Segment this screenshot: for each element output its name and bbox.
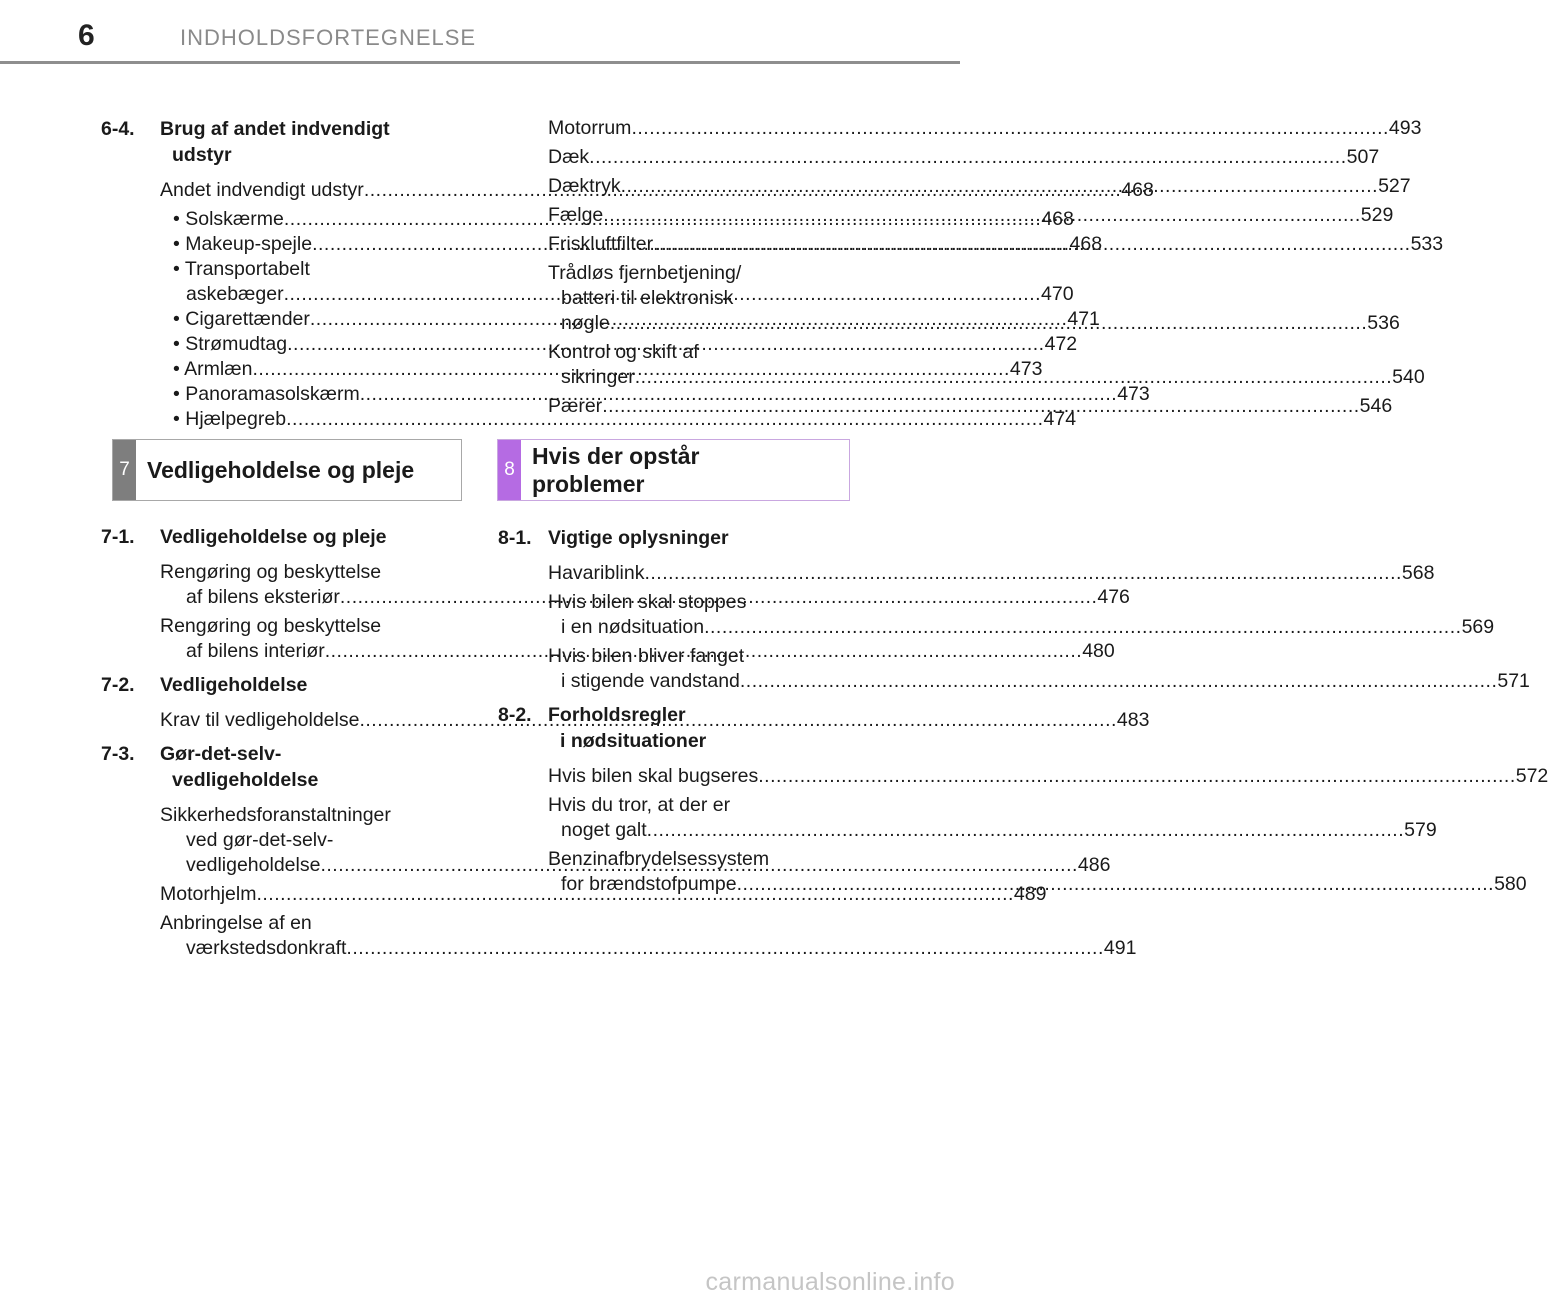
toc-entry-motorhjelm[interactable]: Motorhjelm ..... 489 (160, 882, 451, 907)
toc-entry-motorrum[interactable]: Motorrum ..... 493 (548, 116, 836, 141)
chapter-7-title: Vedligeholdelse og pleje (147, 457, 415, 483)
toc-entry-havariblink[interactable]: Havariblink ..... 568 (548, 561, 836, 586)
toc-bullet-makeup-spejle[interactable]: • Makeup-spejle ..... 468 (173, 232, 451, 257)
page-header (0, 0, 960, 64)
toc-entry-andet-indvendigt-udstyr[interactable]: Andet indvendigt udstyr ..... 468 (160, 178, 451, 203)
toc-entry-bilen-skal-stoppes[interactable]: Hvis bilen skal stoppes i en nødsituation..... 569 (548, 590, 836, 640)
chapter-7-tab: 7 (113, 440, 136, 500)
section-title: Brug af andet indvendigt udstyr (160, 118, 390, 166)
section-7-2 (101, 672, 451, 698)
section-6-4 (101, 116, 451, 168)
watermark: carmanualsonline.info (705, 1268, 955, 1296)
toc-bullet-transportabelt-askebaeger[interactable]: • Transportabelt askebæger..... 470 (173, 257, 451, 307)
toc-entry-rengoering-interioer[interactable]: Rengøring og beskyttelse af bilens interiør..... 480 (160, 614, 451, 664)
toc-bullet-panoramasolskaerm[interactable]: • Panoramasolskærm ..... 473 (173, 382, 451, 407)
toc-entry-kontrol-sikringer[interactable]: Kontrol og skift af sikringer..... 540 (548, 340, 836, 390)
toc-entry-krav-til-vedligeholdelse[interactable]: Krav til vedligeholdelse ..... 483 (160, 708, 451, 733)
toc-entry-rengoering-eksterioer[interactable]: Rengøring og beskyttelse af bilens eksteriør..... 476 (160, 560, 451, 610)
toc-entry-sikkerhedsforanstaltninger[interactable]: Sikkerhedsforanstaltninger ved gør-det-selv- vedligeholdelse..... 486 (160, 803, 451, 878)
section-8-1 (498, 525, 836, 551)
toc-entry-friskluftfilter[interactable]: Friskluftfilter ..... 533 (548, 232, 836, 257)
section-number: 8-1. (498, 527, 532, 549)
page-number: 6 (78, 19, 95, 52)
section-number: 6-4. (101, 118, 135, 140)
toc-entry-faelge[interactable]: Fælge ..... 529 (548, 203, 836, 228)
toc-entry-anbringelse-vaerkstedsdonkraft[interactable]: Anbringelse af en værkstedsdonkraft..... 491 (160, 911, 451, 961)
header-divider (0, 61, 960, 64)
chapter-8-tab: 8 (498, 440, 521, 500)
section-8-2 (498, 702, 836, 754)
section-title: Vigtige oplysninger (548, 527, 729, 549)
section-7-1 (101, 524, 451, 550)
section-title: Vedligeholdelse (160, 674, 308, 696)
section-number: 8-2. (498, 704, 532, 726)
toc-entry-daek[interactable]: Dæk ..... 507 (548, 145, 836, 170)
header-title: INDHOLDSFORTEGNELSE (180, 25, 477, 50)
toc-entry-paerer[interactable]: Pærer ..... 546 (548, 394, 836, 419)
toc-bullet-solskaerme[interactable]: • Solskærme ..... 468 (173, 207, 451, 232)
section-title: Vedligeholdelse og pleje (160, 526, 387, 548)
section-number: 7-3. (101, 743, 135, 765)
chapter-7-header[interactable] (112, 439, 462, 501)
toc-entry-benzinafbrydelsessystem[interactable]: Benzinafbrydelsessystem for brændstofpumpe..... 580 (548, 847, 836, 897)
toc-entry-traadloes-fjernbetjening[interactable]: Trådløs fjernbetjening/ batteri til elektronisk nøgle..... 536 (548, 261, 836, 336)
section-7-3 (101, 741, 451, 793)
toc-bullet-cigarettaender[interactable]: • Cigarettænder ..... 471 (173, 307, 451, 332)
section-title: Gør-det-selv- vedligeholdelse (160, 743, 319, 791)
toc-bullet-armlaen[interactable]: • Armlæn ..... 473 (173, 357, 451, 382)
toc-entry-noget-galt[interactable]: Hvis du tror, at der er noget galt..... 579 (548, 793, 836, 843)
toc-bullet-hjaelpegreb[interactable]: • Hjælpegreb ..... 474 (173, 407, 451, 432)
toc-entry-bilen-skal-bugseres[interactable]: Hvis bilen skal bugseres ..... 572 (548, 764, 836, 789)
section-title: Forholdsregler i nødsituationer (548, 704, 707, 752)
toc-bullet-stroemudtag[interactable]: • Strømudtag ..... 472 (173, 332, 451, 357)
section-number: 7-1. (101, 526, 135, 548)
chapter-8-title: Hvis der opstår problemer (532, 443, 700, 497)
section-number: 7-2. (101, 674, 135, 696)
toc-entry-daektryk[interactable]: Dæktryk ..... 527 (548, 174, 836, 199)
toc-entry-bilen-bliver-fanget[interactable]: Hvis bilen bliver fanget i stigende vandstand..... 571 (548, 644, 836, 694)
chapter-8-header[interactable] (497, 439, 850, 501)
